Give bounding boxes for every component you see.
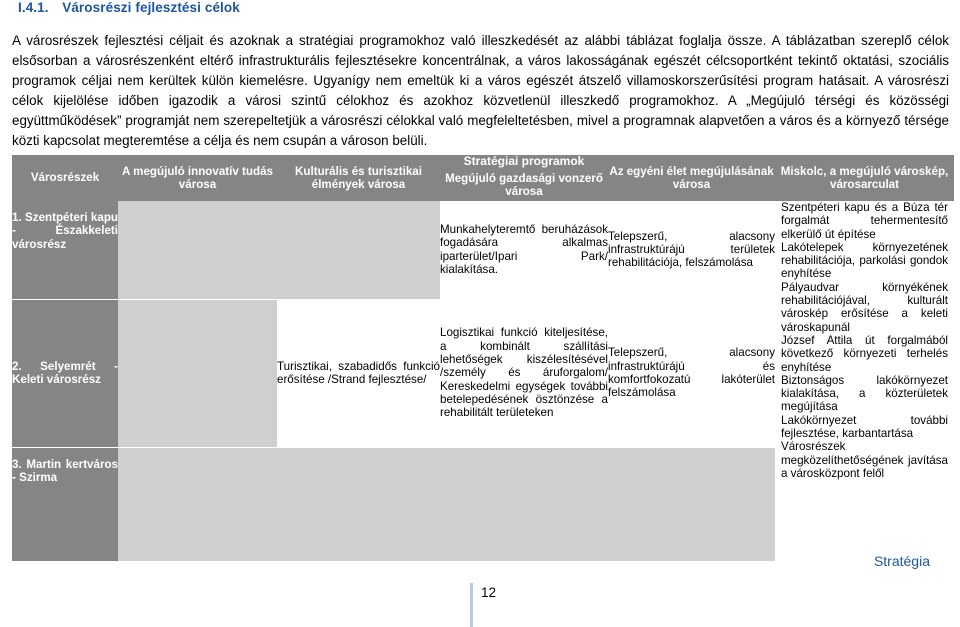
col-header-2: Kulturális és turisztikai élmények városa [277, 155, 440, 201]
cell-r2-c1 [118, 299, 277, 447]
district-1: 1. Szentpéteri kapu - Északkeleti városrész [12, 201, 118, 299]
district-2: 2. Selyemrét - Keleti városrész [12, 299, 118, 447]
cell-r3-c4 [608, 447, 775, 561]
intro-paragraph [12, 31, 949, 151]
goal-item: Pályaudvar környékének rehabilitációjával, kulturált városkép erősítése a keleti városkapunál [781, 280, 948, 334]
cell-r2-c3 [440, 299, 608, 447]
cell-r1-c4 [608, 201, 775, 299]
footer-label: Stratégia [873, 553, 930, 569]
cell-r3-c1 [118, 447, 277, 561]
cell-r2-c2 [277, 299, 440, 447]
page-number-box [470, 583, 503, 627]
cell-r1-c2 [277, 201, 440, 299]
cell-r3-c3 [440, 447, 608, 561]
goal-item: Lakótelepek környezetének rehabilitációja, parkolási gondok enyhítése [781, 240, 948, 281]
cell-r1-c3-text: Munkahelyteremtő beruházások fogadására alkalmas iparterület/Ipari Park/ kialakítása. [440, 223, 608, 277]
goal-list [775, 201, 954, 480]
cell-r2-c4-text: Telepszerű, alacsony infrastruktúrájú és komfortfokozatú lakóterület felszámolása [608, 346, 775, 400]
intro-text: A városrészek fejlesztési céljait és azoknak a stratégiai programokhoz való illeszkedését az alábbi táblázat foglalja össze. A táblázatban szereplő célok elsősorban a városrészenként eltérő infrastrukturális fejlesztésekre koncentrálnak, a város lakosságának egészét célcsoportként tekintő oktatási, szociális programok céljai nem kerültek külön kiemelésre. Ugyanígy nem emeltük ki a város egészét átszelő villamoskorszerűsítési program hatásait. A városrészi célok kijelölése időben igazodik a városi szintű célokhoz és azokhoz közvetlenül illeszkedő programokhoz. A „Megújuló térségi és közösségi együttműködések” programját nem szerepeltetjük a városrészi célokkal való megfeleltetésben, mivel a programnak alapvetően a város és a környező térsége közti kapcsolat megteremtése a célja és nem csupán a városon belüli. [12, 33, 949, 148]
goal-item: József Attila út forgalmából következő környezeti terhelés enyhítése [781, 333, 948, 374]
page-number: 12 [481, 585, 497, 600]
cell-r2-c3-text: Logisztikai funkció kiteljesítése, a kombinált szállítási lehetőségek kiszélesítésével /személy és áruforgalom/ Kereskedelmi egységek további betelepedésének ösztönzése a rehabilitált területeken [440, 326, 608, 420]
col-header-3: Megújuló gazdasági vonzerő városa [440, 169, 608, 201]
cell-r1-c1 [118, 201, 277, 299]
goal-item: Városrészek megközelíthetőségének javítása a városközpont felől [781, 440, 948, 480]
goal-item: Szentpéteri kapu és a Búza tér forgalmát tehermentesítő elkerülő út építése [781, 201, 948, 241]
section-title: I.4.1. Városrészi fejlesztési célok [18, 0, 240, 15]
district-3: 3. Martin kertváros - Szirma [12, 447, 118, 561]
cell-r2-c4 [608, 299, 775, 447]
cell-r1-c3 [440, 201, 608, 299]
col-header-1: A megújuló innovatív tudás városa [118, 155, 277, 201]
goal-item: Biztonságos lakókörnyezet kialakítása, a közterületek megújítása [781, 373, 948, 414]
strategy-table [12, 155, 954, 561]
cell-r2-c2-text: Turisztikai, szabadidős funkció erősítése /Strand fejlesztése/ [277, 359, 440, 386]
cell-r3-c2 [277, 447, 440, 561]
col-header-4: Az egyéni élet megújulásának városa [608, 155, 775, 201]
col-header-5: Miskolc, a megújuló városkép, városarculat [775, 155, 954, 201]
cell-r1-c4-text: Telepszerű, alacsony infrastruktúrájú területek rehabilitációja, felszámolása [608, 229, 775, 270]
super-header: Stratégiai programok [440, 155, 608, 169]
goal-item: Lakókörnyezet további fejlesztése, karbantartása [781, 413, 948, 441]
goals-cell [775, 201, 954, 561]
corner-header: Városrészek [12, 155, 118, 201]
